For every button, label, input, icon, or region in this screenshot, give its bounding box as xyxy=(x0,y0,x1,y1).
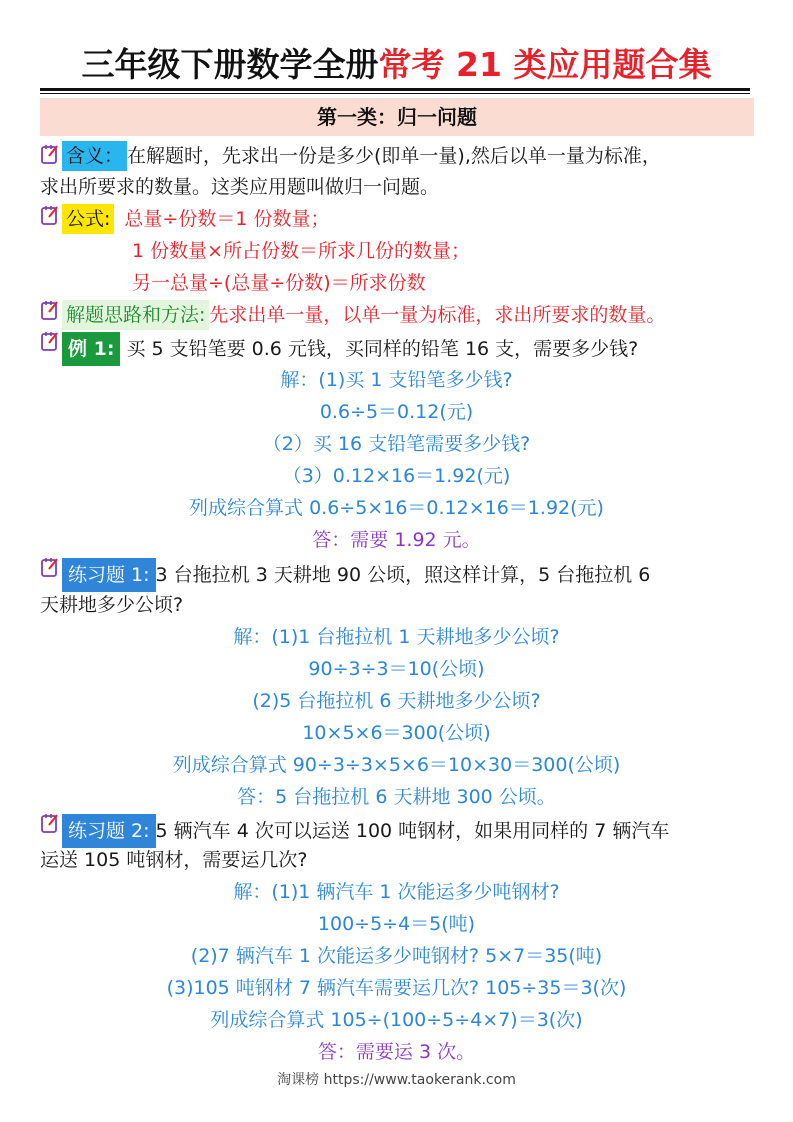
example1-answer: 答：需要 1.92 元。 xyxy=(312,529,481,551)
practice2-step-4: (3)105 吨钢材 7 辆汽车需要运几次? 105÷35＝3(次) xyxy=(166,977,627,999)
practice2-question-line-1 xyxy=(62,814,669,848)
method-text: 先求出单一量，以单一量为标准，求出所要求的数量。 xyxy=(209,304,666,326)
notepad-icon xyxy=(40,143,60,165)
practice1-question-line-2: 天耕地多少公顷? xyxy=(40,594,184,616)
title-red-part: 常考 21 类应用题合集 xyxy=(378,45,712,84)
example1-step-4: （3）0.12×16＝1.92(元) xyxy=(282,465,511,487)
method-tag: 解题思路和方法: xyxy=(62,300,209,330)
practice1-step-2: 90÷3÷3＝10(公顷) xyxy=(308,658,485,680)
formula-line-1 xyxy=(62,204,329,234)
practice2-step-2: 100÷5÷4＝5(吨) xyxy=(317,913,476,935)
practice1-answer: 答：5 台拖拉机 6 天耕地 300 公顷。 xyxy=(237,786,556,808)
practice1-question-line-1 xyxy=(62,558,650,592)
practice2-tag: 练习题 2: xyxy=(62,814,156,848)
practice1-step-3: (2)5 台拖拉机 6 天耕地多少公顷? xyxy=(252,690,541,712)
practice2-step-3: (2)7 辆汽车 1 次能运多少吨钢材? 5×7＝35(吨) xyxy=(190,945,603,967)
practice1-question-1: 3 台拖拉机 3 天耕地 90 公顷，照这样计算，5 台拖拉机 6 xyxy=(155,564,651,586)
definition-line-2: 求出所要求的数量。这类应用题叫做归一问题。 xyxy=(40,176,440,198)
formula-text-2: 1 份数量×所占份数＝所求几份的数量； xyxy=(132,240,471,262)
method-line xyxy=(62,300,665,330)
example1-step-3: （2）买 16 支铅笔需要多少钱? xyxy=(262,433,531,455)
practice2-step-5: 列成综合算式 105÷(100÷5÷4×7)＝3(次) xyxy=(210,1009,583,1031)
example1-step-5: 列成综合算式 0.6÷5×16＝0.12×16＝1.92(元) xyxy=(189,497,604,519)
category-heading: 第一类：归一问题 xyxy=(40,98,754,136)
definition-tag: 含义： xyxy=(62,141,127,171)
title-underline-thick xyxy=(40,88,750,91)
example1-question-line xyxy=(62,332,638,366)
example1-question: 买 5 支铅笔要 0.6 元钱，买同样的铅笔 16 支，需要多少钱? xyxy=(126,338,639,360)
definition-line-1 xyxy=(62,141,661,171)
practice1-step-1: 解：(1)1 台拖拉机 1 天耕地多少公顷? xyxy=(233,626,560,648)
practice1-step-4: 10×5×6＝300(公顷) xyxy=(302,722,491,744)
title-black-part: 三年级下册数学全册 xyxy=(81,45,379,84)
definition-text-1: 在解题时，先求出一份是多少(即单一量),然后以单一量为标准， xyxy=(127,145,661,167)
notepad-icon xyxy=(40,330,60,352)
page-title xyxy=(0,40,793,90)
notepad-icon xyxy=(40,299,60,321)
formula-text-3: 另一总量÷(总量÷份数)＝所求份数 xyxy=(132,272,426,294)
example1-step-2: 0.6÷5＝0.12(元) xyxy=(319,401,474,423)
practice1-tag: 练习题 1: xyxy=(62,558,156,592)
practice2-question-line-2: 运送 105 吨钢材，需要运几次? xyxy=(40,849,308,871)
notepad-icon xyxy=(40,812,60,834)
practice2-answer: 答：需要运 3 次。 xyxy=(317,1041,476,1063)
title-underline-thin xyxy=(40,93,750,94)
example1-tag: 例 1: xyxy=(62,332,120,366)
practice2-question-1: 5 辆汽车 4 次可以运送 100 吨钢材，如果用同样的 7 辆汽车 xyxy=(155,820,670,842)
notepad-icon xyxy=(40,204,60,226)
formula-tag: 公式: xyxy=(62,204,114,234)
example1-step-1: 解：(1)买 1 支铅笔多少钱? xyxy=(280,369,513,391)
practice1-step-5: 列成综合算式 90÷3÷3×5×6＝10×30＝300(公顷) xyxy=(172,754,621,776)
notepad-icon xyxy=(40,556,60,578)
practice2-step-1: 解：(1)1 辆汽车 1 次能运多少吨钢材? xyxy=(233,881,560,903)
footer-watermark: 淘课榜 https://www.taokerank.com xyxy=(277,1072,516,1088)
formula-text-1: 总量÷份数＝1 份数量； xyxy=(124,208,330,230)
